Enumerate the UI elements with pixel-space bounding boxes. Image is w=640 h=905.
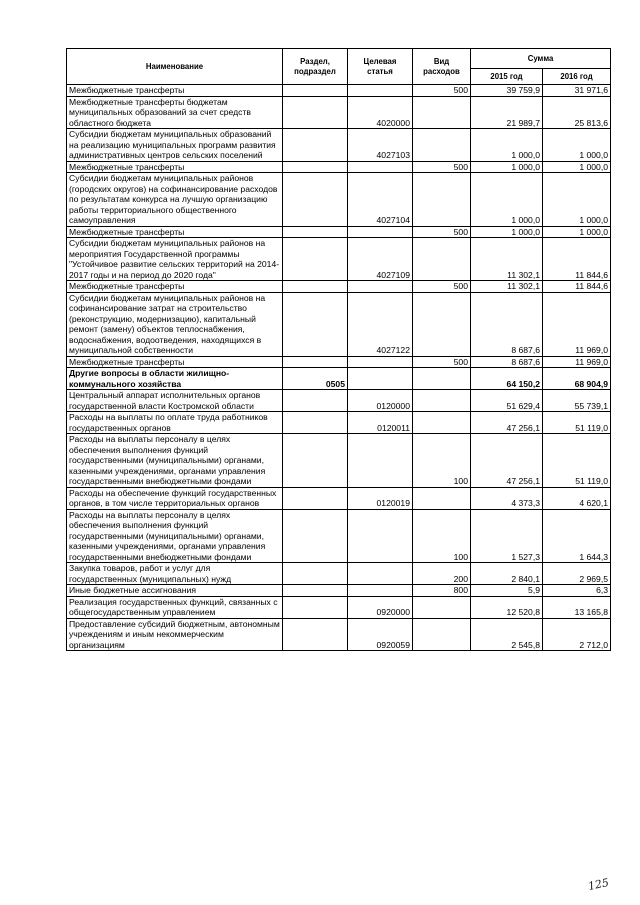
cell-target [348,356,413,368]
cell-v2015: 1 000,0 [471,161,543,173]
cell-name: Иные бюджетные ассигнования [67,585,283,597]
cell-section [283,161,348,173]
col-header-sum: Сумма [471,49,611,69]
cell-target: 0120011 [348,412,413,434]
cell-section [283,173,348,227]
cell-section [283,226,348,238]
table-row [67,129,611,162]
cell-name: Реализация государственных функций, связанных с общегосударственным управлением [67,596,283,618]
cell-v2015: 5,9 [471,585,543,597]
cell-section [283,356,348,368]
cell-type [413,618,471,651]
cell-target: 4027109 [348,238,413,281]
col-header-type: Вид расходов [413,49,471,85]
table-row [67,356,611,368]
cell-section [283,509,348,563]
cell-target [348,226,413,238]
cell-name: Закупка товаров, работ и услуг для государственных (муниципальных) нужд [67,563,283,585]
cell-section [283,292,348,356]
cell-target [348,85,413,97]
cell-type [413,487,471,509]
cell-type [413,292,471,356]
cell-v2016: 13 165,8 [543,596,611,618]
cell-v2016: 51 119,0 [543,412,611,434]
col-header-target: Целевая статья [348,49,413,85]
table-row [67,390,611,412]
cell-section [283,434,348,488]
cell-type [413,96,471,129]
cell-name: Межбюджетные трансферты [67,281,283,293]
table-row [67,96,611,129]
cell-v2016: 11 844,6 [543,281,611,293]
cell-target: 4020000 [348,96,413,129]
budget-table [66,48,611,651]
cell-v2016: 1 000,0 [543,173,611,227]
table-row [67,434,611,488]
table-row [67,618,611,651]
cell-v2016: 68 904,9 [543,368,611,390]
table-row [67,226,611,238]
cell-name: Расходы на обеспечение функций государственных органов, в том числе территориальных органов [67,487,283,509]
cell-target: 0120019 [348,487,413,509]
cell-v2015: 11 302,1 [471,238,543,281]
cell-type: 500 [413,226,471,238]
cell-v2016: 11 969,0 [543,356,611,368]
col-header-2015: 2015 год [471,69,543,85]
cell-v2015: 2 545,8 [471,618,543,651]
table-row [67,596,611,618]
table-row [67,509,611,563]
cell-name: Расходы на выплаты по оплате труда работников государственных органов [67,412,283,434]
cell-name: Расходы на выплаты персоналу в целях обеспечения выполнения функций государственными (муниципальными) органами, казенными учреждениями, органами управления государственными внебюджетными фондами [67,509,283,563]
col-header-name: Наименование [67,49,283,85]
cell-section [283,390,348,412]
cell-name: Межбюджетные трансферты бюджетам муниципальных образований за счет средств областного бюджета [67,96,283,129]
cell-name: Межбюджетные трансферты [67,356,283,368]
cell-v2015: 1 000,0 [471,173,543,227]
cell-type [413,390,471,412]
cell-target: 0120000 [348,390,413,412]
cell-type: 800 [413,585,471,597]
cell-name: Межбюджетные трансферты [67,85,283,97]
table-row [67,563,611,585]
cell-name: Субсидии бюджетам муниципальных образований на реализацию муниципальных программ развития административных центров сельских поселений [67,129,283,162]
cell-v2016: 6,3 [543,585,611,597]
table-row [67,281,611,293]
cell-type [413,238,471,281]
cell-section [283,596,348,618]
cell-section [283,563,348,585]
cell-type [413,412,471,434]
cell-v2016: 2 969,5 [543,563,611,585]
table-body [67,85,611,651]
table-header [67,49,611,85]
cell-name: Предоставление субсидий бюджетным, автономным учреждениям и иным некоммерческим организациям [67,618,283,651]
cell-target [348,434,413,488]
page-number-mark: 125 [586,875,611,894]
cell-type [413,129,471,162]
cell-type [413,173,471,227]
table-row [67,173,611,227]
cell-target: 0920000 [348,596,413,618]
cell-v2016: 11 844,6 [543,238,611,281]
cell-type: 500 [413,85,471,97]
cell-v2016: 4 620,1 [543,487,611,509]
table-row [67,161,611,173]
cell-v2016: 1 644,3 [543,509,611,563]
table-row [67,292,611,356]
cell-v2015: 47 256,1 [471,412,543,434]
cell-section [283,129,348,162]
cell-type: 500 [413,161,471,173]
cell-v2015: 11 302,1 [471,281,543,293]
cell-name: Другие вопросы в области жилищно-коммунального хозяйства [67,368,283,390]
cell-section [283,412,348,434]
col-header-section: Раздел, подраздел [283,49,348,85]
cell-target [348,161,413,173]
cell-target: 4027122 [348,292,413,356]
cell-name: Межбюджетные трансферты [67,226,283,238]
cell-v2015: 39 759,9 [471,85,543,97]
cell-v2015: 8 687,6 [471,356,543,368]
cell-target: 0920059 [348,618,413,651]
cell-target: 4027103 [348,129,413,162]
cell-v2015: 51 629,4 [471,390,543,412]
cell-section [283,585,348,597]
cell-v2015: 8 687,6 [471,292,543,356]
cell-target [348,281,413,293]
cell-section: 0505 [283,368,348,390]
cell-section [283,238,348,281]
table-row [67,85,611,97]
cell-section [283,618,348,651]
cell-v2015: 47 256,1 [471,434,543,488]
cell-v2015: 12 520,8 [471,596,543,618]
cell-v2016: 25 813,6 [543,96,611,129]
cell-target [348,563,413,585]
cell-v2016: 51 119,0 [543,434,611,488]
cell-v2015: 1 527,3 [471,509,543,563]
cell-type: 500 [413,356,471,368]
table-row [67,585,611,597]
table-row [67,368,611,390]
cell-type: 500 [413,281,471,293]
cell-type [413,368,471,390]
cell-type [413,596,471,618]
cell-type: 200 [413,563,471,585]
cell-v2016: 1 000,0 [543,129,611,162]
cell-v2016: 1 000,0 [543,226,611,238]
cell-name: Расходы на выплаты персоналу в целях обеспечения выполнения функций государственными (муниципальными) органами, казенными учреждениями, органами управления государственными внебюджетными фондами [67,434,283,488]
cell-type: 100 [413,434,471,488]
cell-type: 100 [413,509,471,563]
cell-v2015: 21 989,7 [471,96,543,129]
cell-section [283,85,348,97]
cell-name: Субсидии бюджетам муниципальных районов (городских округов) на софинансирование расходов по результатам конкурса на лучшую организацию работы территориального общественного самоуправления [67,173,283,227]
cell-v2016: 2 712,0 [543,618,611,651]
table-row [67,412,611,434]
cell-v2015: 64 150,2 [471,368,543,390]
cell-v2015: 1 000,0 [471,226,543,238]
cell-target [348,368,413,390]
cell-name: Межбюджетные трансферты [67,161,283,173]
cell-section [283,96,348,129]
cell-v2015: 4 373,3 [471,487,543,509]
cell-v2015: 1 000,0 [471,129,543,162]
table-row [67,487,611,509]
cell-v2016: 31 971,6 [543,85,611,97]
cell-v2015: 2 840,1 [471,563,543,585]
cell-target [348,509,413,563]
cell-target [348,585,413,597]
cell-name: Субсидии бюджетам муниципальных районов на мероприятия Государственной программы "Устойчивое развитие сельских территорий на 2014-2017 годы и на период до 2020 года" [67,238,283,281]
col-header-2016: 2016 год [543,69,611,85]
cell-section [283,487,348,509]
cell-v2016: 55 739,1 [543,390,611,412]
table-row [67,238,611,281]
cell-v2016: 1 000,0 [543,161,611,173]
cell-section [283,281,348,293]
cell-name: Субсидии бюджетам муниципальных районов на софинансирование затрат на строительство (реконструкцию, модернизацию), капитальный ремонт (замену) объектов теплоснабжения, водоснабжения, водоотведения, находящихся в муниципальной собственности [67,292,283,356]
cell-target: 4027104 [348,173,413,227]
cell-v2016: 11 969,0 [543,292,611,356]
cell-name: Центральный аппарат исполнительных органов государственной власти Костромской области [67,390,283,412]
